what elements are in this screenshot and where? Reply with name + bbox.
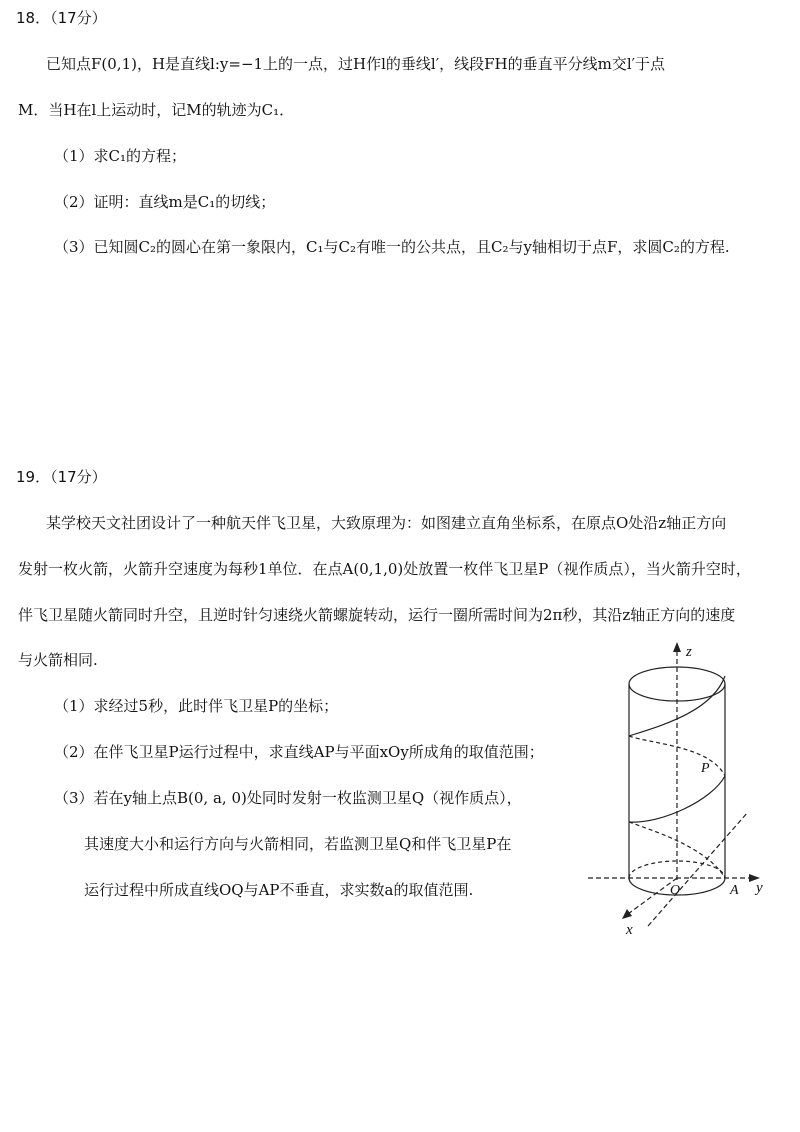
label-y: y: [756, 880, 763, 896]
q19-part3-line1: （3）若在y轴上点B(0, a, 0)处同时发射一枚监测卫星Q（视作质点），: [54, 789, 522, 807]
label-z: z: [686, 644, 692, 660]
q19-header: 19．（17分）: [16, 468, 107, 486]
label-A: A: [730, 883, 739, 898]
label-P: P: [701, 761, 710, 776]
z-axis-arrow: [673, 642, 681, 652]
q18-header: 18．（17分）: [16, 9, 107, 27]
q19-part3-line3: 运行过程中所成直线OQ与AP不垂直，求实数a的取值范围.: [84, 881, 474, 899]
q18-stem-line1: 已知点F(0,1)，H是直线l:y=−1上的一点，过H作l的垂线l′，线段FH的垂直平分线m交l′于点: [46, 55, 666, 73]
q19-stem-line3: 伴飞卫星随火箭同时升空，且逆时针匀速绕火箭螺旋转动，运行一圈所需时间为2π秒，其沿z轴正方向的速度: [18, 606, 736, 624]
q19-part2: （2）在伴飞卫星P运行过程中，求直线AP与平面xOy所成角的取值范围；: [54, 743, 544, 761]
q18-part3: （3）已知圆C₂的圆心在第一象限内，C₁与C₂有唯一的公共点，且C₂与y轴相切于点F，求圆C₂的方程.: [54, 238, 730, 256]
label-origin-O: O: [670, 883, 681, 898]
label-x: x: [626, 922, 633, 936]
q19-part1: （1）求经过5秒，此时伴飞卫星P的坐标；: [54, 697, 339, 715]
q19-stem-line2: 发射一枚火箭，火箭升空速度为每秒1单位．在点A(0,1,0)处放置一枚伴飞卫星P（视作质点），当火箭升空时，: [18, 560, 751, 578]
cylinder-spiral-figure: [580, 636, 780, 936]
x-axis-arrow: [622, 909, 632, 919]
q19-part3-line2: 其速度大小和运行方向与火箭相同，若监测卫星Q和伴飞卫星P在: [84, 835, 512, 853]
q18-stem-line2: M．当H在l上运动时，记M的轨迹为C₁．: [18, 101, 295, 119]
q19-stem-line1: 某学校天文社团设计了一种航天伴飞卫星，大致原理为：如图建立直角坐标系，在原点O处沿z轴正方向: [46, 514, 727, 532]
diagonal-guide-line: [648, 812, 748, 926]
q18-part2: （2）证明：直线m是C₁的切线；: [54, 193, 276, 211]
q18-part1: （1）求C₁的方程；: [54, 147, 187, 165]
q19-stem-line4: 与火箭相同.: [18, 651, 98, 669]
